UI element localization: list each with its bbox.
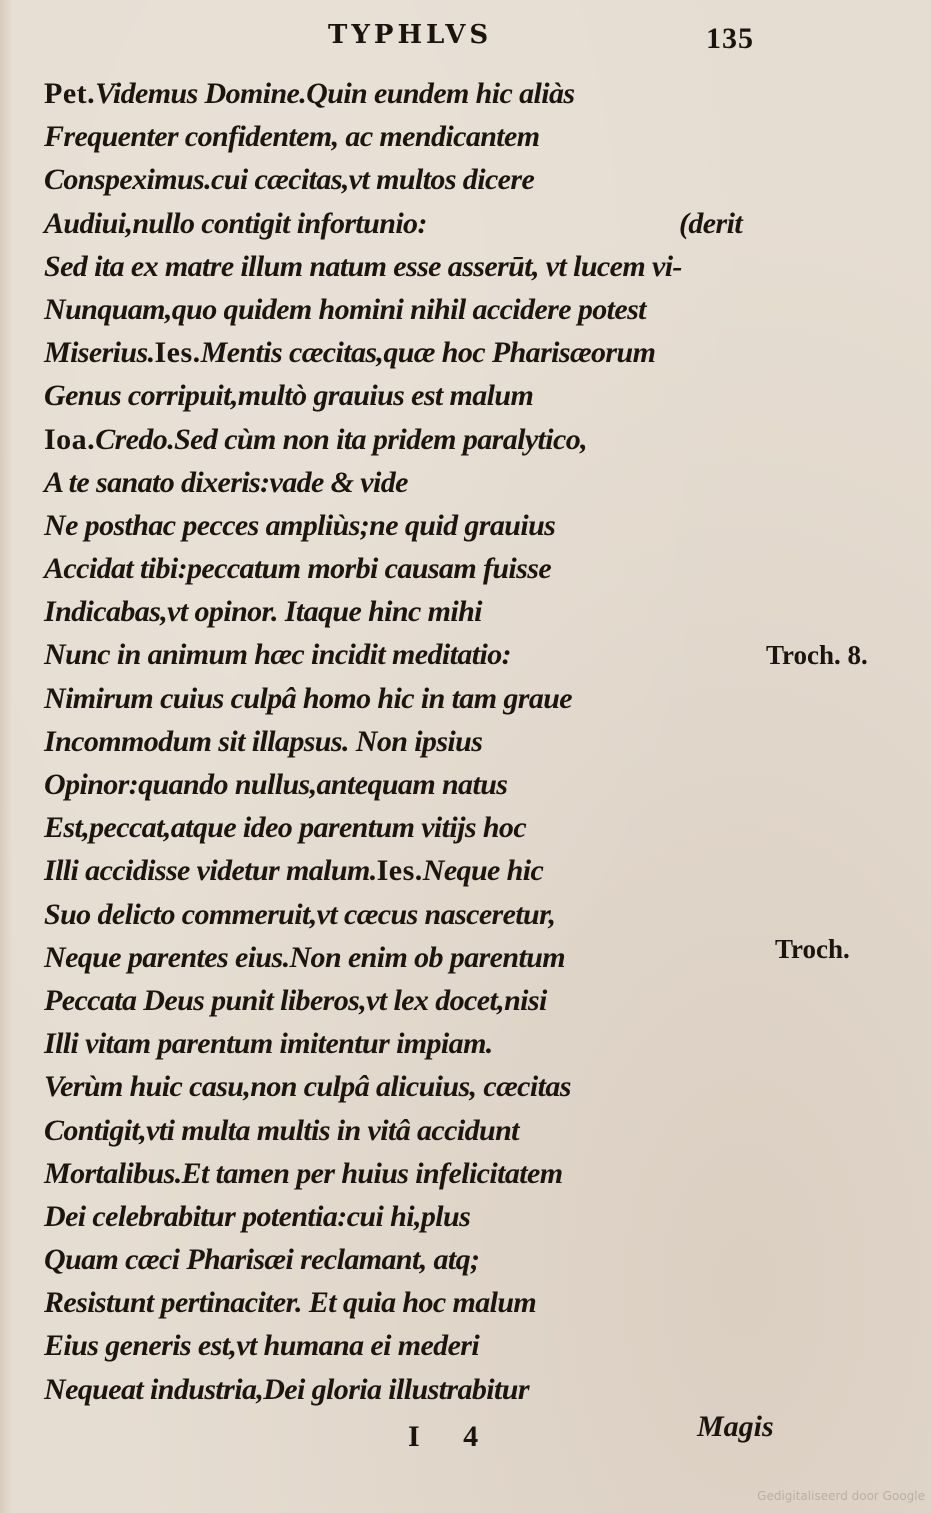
speaker-label: Ies. (154, 336, 201, 370)
verse-text: Credo.Sed cùm non ita pridem paralytico, (95, 422, 588, 456)
verse-line (44, 245, 784, 288)
catchword: Magis (697, 1410, 774, 1443)
verse-text: Opinor:quando nullus,antequam natus (44, 768, 508, 801)
verse-text: Frequenter confidentem, ac mendicantem (44, 120, 540, 154)
verse-line (44, 1109, 784, 1152)
verse-text: Verùm huic casu,non culpâ alicuius, cæcitas (44, 1070, 571, 1104)
signature-mark: I 4 (408, 1420, 497, 1453)
verse-text: Quam cæci Pharisæi reclamant, atq; (44, 1243, 480, 1277)
verse-line (44, 461, 784, 504)
verse-line (44, 72, 784, 115)
verse-text: Mentis cæcitas,quæ hoc Pharisæorum (200, 336, 656, 370)
verse-line (44, 1238, 784, 1281)
verse-text: A te sanato dixeris:vade & vide (44, 465, 408, 499)
verse-text: Suo delicto commeruit,vt cæcus nasceretur, (44, 897, 556, 931)
verse-line (44, 1368, 784, 1411)
digitization-watermark: Gedigitaliseerd door Google (757, 1489, 925, 1503)
verse-line (44, 1022, 784, 1065)
verse-line (44, 677, 784, 720)
verse-line (44, 720, 784, 763)
speaker-label: Ies. (376, 854, 423, 888)
verse-text: Dei celebrabitur potentia:cui hi,plus (44, 1199, 471, 1233)
speaker-label: Ioa. (44, 422, 96, 456)
verse-line (44, 936, 784, 979)
verse-text: Nunquam,quo quidem homini nihil accidere potest (44, 292, 646, 326)
verse-line (44, 1065, 784, 1108)
verse-line (44, 893, 784, 936)
page-number: 135 (706, 22, 754, 55)
verse-text: Illi accidisse videtur malum. (44, 854, 377, 888)
verse-line (44, 202, 784, 245)
verse-text: Videmus Domine.Quin eundem hic aliàs (95, 77, 575, 110)
verse-text: Sed ita ex matre illum natum esse asserūt, vt lucem vi- (44, 249, 682, 283)
verse-text: Mortalibus.Et tamen per huius infelicitatem (44, 1156, 563, 1190)
verse-text: Neque hic (422, 854, 544, 888)
verse-text: Ne posthac pecces ampliùs;ne quid grauius (44, 508, 556, 542)
verse-text: Contigit,vti multa multis in vitâ accidunt (44, 1113, 519, 1147)
margin-note-meter: Troch. 8. (766, 640, 868, 670)
verse-text: Resistunt pertinaciter. Et quia hoc malum (44, 1286, 537, 1320)
verse-line (44, 1281, 784, 1324)
verse-line (44, 763, 784, 806)
verse-text: Audiui,nullo contigit infortunio: (44, 206, 427, 240)
verse-text: Nimirum cuius culpâ homo hic in tam graue (44, 681, 573, 715)
verse-line (44, 633, 784, 676)
verse-text: Incommodum sit illapsus. Non ipsius (44, 724, 483, 758)
verse-text-block (44, 72, 784, 1411)
verse-text: Indicabas,vt opinor. Itaque hinc mihi (44, 595, 482, 629)
verse-line (44, 547, 784, 590)
verse-text: Miserius. (44, 336, 155, 370)
verse-line (44, 1324, 784, 1367)
verse-line (44, 331, 784, 374)
page-edge-shadow (0, 0, 12, 1513)
verse-text: Est,peccat,atque ideo parentum vitijs hoc (44, 811, 527, 845)
verse-text: Conspeximus.cui cæcitas,vt multos dicere (44, 163, 535, 197)
verse-line (44, 374, 784, 417)
verse-line (44, 1195, 784, 1238)
verse-line (44, 288, 784, 331)
verse-text: Genus corripuit,multò grauius est malum (44, 379, 534, 413)
margin-note-meter: Troch. (775, 934, 850, 964)
verse-line (44, 504, 784, 547)
verse-line (44, 979, 784, 1022)
verse-text: Eius generis est,vt humana ei mederi (44, 1329, 480, 1363)
verse-text: Peccata Deus punit liberos,vt lex docet,nisi (44, 983, 547, 1017)
verse-line (44, 115, 784, 158)
verse-line (44, 849, 784, 892)
verse-text: Neque parentes eius.Non enim ob parentum (44, 940, 566, 974)
verse-line (44, 590, 784, 633)
speaker-label: Pet. (44, 77, 96, 110)
turnover-word: (derit (679, 206, 743, 240)
running-title: TYPHLVS (328, 20, 493, 50)
verse-line (44, 806, 784, 849)
verse-line (44, 418, 784, 461)
verse-text: Illi vitam parentum imitentur impiam. (44, 1027, 493, 1061)
verse-line (44, 158, 784, 201)
verse-text: Accidat tibi:peccatum morbi causam fuisse (44, 552, 552, 586)
verse-text: Nequeat industria,Dei gloria illustrabitur (44, 1372, 529, 1406)
verse-text: Nunc in animum hæc incidit meditatio: (44, 638, 512, 672)
verse-line (44, 1152, 784, 1195)
